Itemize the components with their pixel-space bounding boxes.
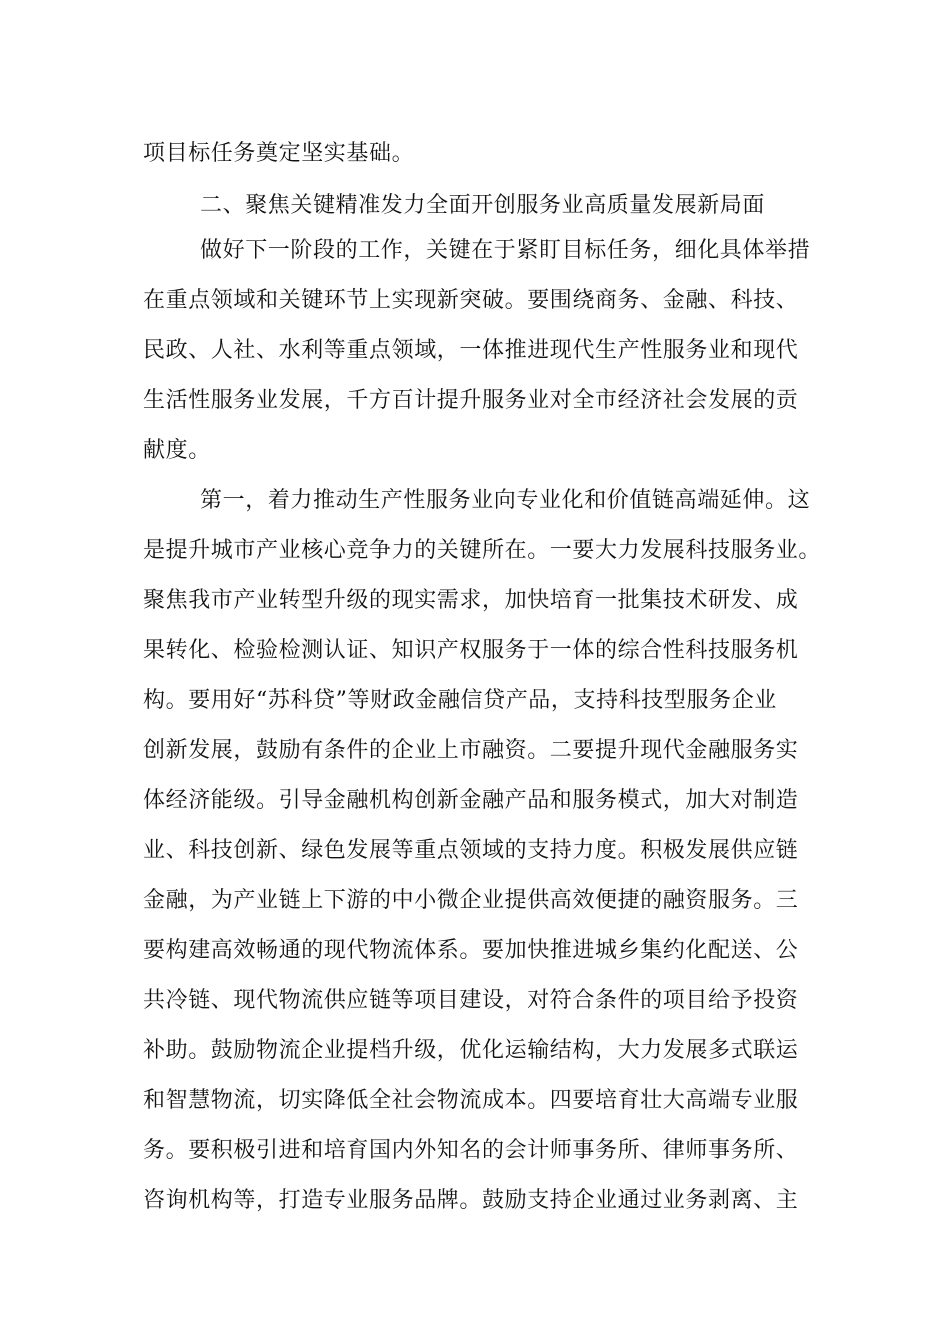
body-line: 生活性服务业发展，千方百计提升服务业对全市经济社会发展的贡 bbox=[143, 388, 799, 413]
section-heading: 二、聚焦关键精准发力全面开创服务业高质量发展新局面 bbox=[200, 193, 766, 218]
body-line: 构。要用好“苏科贷”等财政金融信贷产品，支持科技型服务企业 bbox=[143, 688, 777, 713]
body-line: 聚焦我市产业转型升级的现实需求，加快培育一批集技术研发、成 bbox=[143, 588, 799, 613]
body-line: 和智慧物流，切实降低全社会物流成本。四要培育壮大高端专业服 bbox=[143, 1088, 799, 1113]
body-line: 创新发展，鼓励有条件的企业上市融资。二要提升现代金融服务实 bbox=[143, 738, 799, 763]
body-line: 在重点领域和关键环节上实现新突破。要围绕商务、金融、科技、 bbox=[143, 288, 799, 313]
body-line: 业、科技创新、绿色发展等重点领域的支持力度。积极发展供应链 bbox=[143, 838, 799, 863]
body-line: 要构建高效畅通的现代物流体系。要加快推进城乡集约化配送、公 bbox=[143, 938, 799, 963]
body-line: 金融，为产业链上下游的中小微企业提供高效便捷的融资服务。三 bbox=[143, 888, 799, 913]
body-line: 共冷链、现代物流供应链等项目建设，对符合条件的项目给予投资 bbox=[143, 988, 799, 1013]
body-line: 咨询机构等，打造专业服务品牌。鼓励支持企业通过业务剥离、主 bbox=[143, 1188, 799, 1213]
body-line: 献度。 bbox=[143, 438, 211, 463]
body-line: 补助。鼓励物流企业提档升级，优化运输结构，大力发展多式联运 bbox=[143, 1038, 799, 1063]
body-line: 做好下一阶段的工作，关键在于紧盯目标任务，细化具体举措 bbox=[200, 238, 811, 263]
body-line: 民政、人社、水利等重点领域，一体推进现代生产性服务业和现代 bbox=[143, 338, 799, 363]
body-line: 果转化、检验检测认证、知识产权服务于一体的综合性科技服务机 bbox=[143, 638, 799, 663]
body-line: 项目标任务奠定坚实基础。 bbox=[143, 141, 415, 166]
body-line: 是提升城市产业核心竞争力的关键所在。一要大力发展科技服务业。 bbox=[143, 538, 822, 563]
body-line: 务。要积极引进和培育国内外知名的会计师事务所、律师事务所、 bbox=[143, 1138, 799, 1163]
body-line: 体经济能级。引导金融机构创新金融产品和服务模式，加大对制造 bbox=[143, 788, 799, 813]
body-line: 第一，着力推动生产性服务业向专业化和价值链高端延伸。这 bbox=[200, 488, 811, 513]
